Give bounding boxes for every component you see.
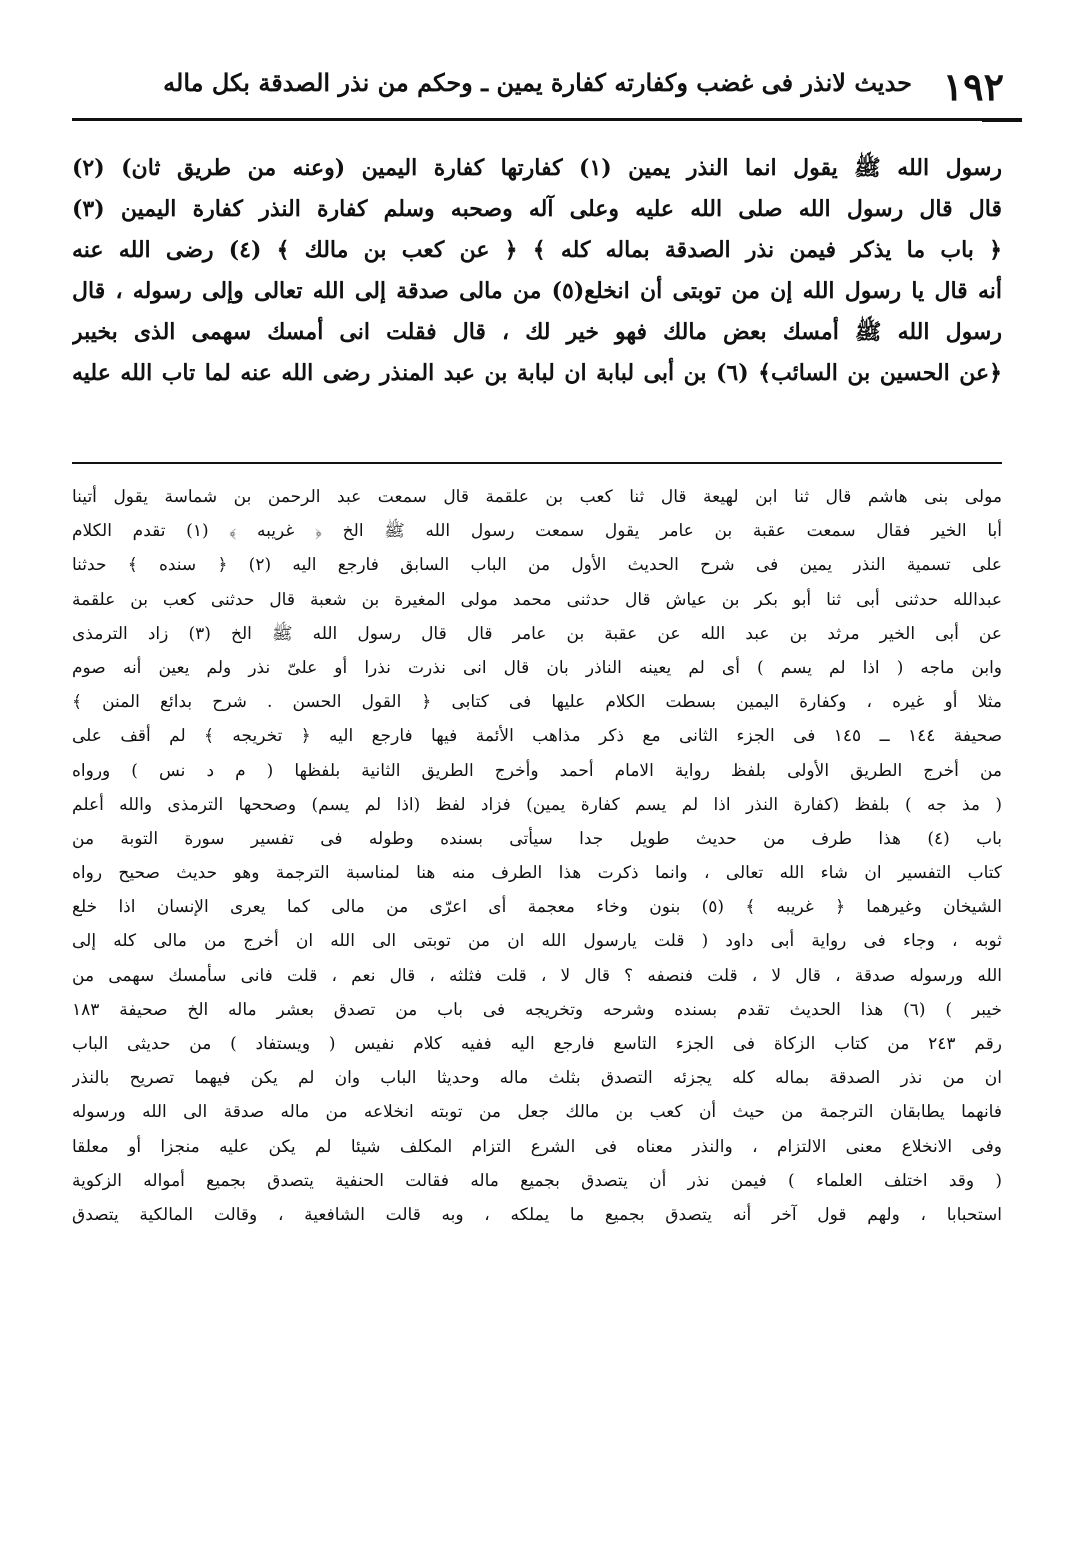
footnote-line: الله ورسوله صدقة ، قال لا ، قلت فنصفه ؟ قال لا ، قلت فثلثه ، قال نعم ، قلت فانى سأمسك سهمى من: [72, 965, 1002, 986]
running-head-title: حديث لانذر فى غضب وكفارته كفارة يمين ـ وحكم من نذر الصدقة بكل ماله: [163, 68, 912, 97]
footnote-line: من أخرج الطريق الأولى بلفظ رواية الامام أحمد وأخرج الطريق الثانية بلفظها ( م د نس ) ورواه: [72, 760, 1002, 781]
footnote-line: عبدالله حدثنى أبى ثنا أبو بكر بن عياش قال حدثنى محمد مولى المغيرة بن شعبة قال حدثنى كعب بن علقمة: [72, 589, 1002, 610]
footnote-line: ثوبه ، وجاء فى رواية أبى داود ( قلت يارسول الله ان من توبتى الى الله ان أخرج من مالى كله إلى: [72, 931, 1002, 952]
footnote-line: ( وقد اختلف العلماء ) فيمن نذر أن يتصدق بجميع ماله فقالت الحنفية يتصدق بجميع أمواله الزكوية: [72, 1170, 1002, 1191]
footnote-line: عن أبى الخير مرثد بن عبد الله عن عقبة بن عامر قال قال رسول الله ﷺ الخ (٣) زاد الترمذى: [72, 623, 1002, 644]
footnote-line: وفى الانخلاع معنى الالتزام ، والنذر معناه فى الشرع التزام المكلف شيئا لم يكن عليه منجزا أو معلقا: [72, 1136, 1002, 1157]
footnote-line: أبا الخير فقال سمعت عقبة بن عامر يقول سمعت رسول الله ﷺ الخ ﴿ غريبه ﴾ (١) تقدم الكلام: [72, 521, 1002, 542]
footnote-line: الشيخان وغيرهما ﴿ غريبه ﴾ (٥) بنون وخاء معجمة أى اعرّى من مالى كما يعرى الإنسان اذا خلع: [72, 897, 1002, 918]
footnote-line: استحبابا ، ولهم قول آخر أنه يتصدق بجميع ما يملكه ، وبه قالت الشافعية ، وقالت المالكية يتصدق: [72, 1204, 1002, 1225]
main-text-block: [72, 148, 1002, 394]
footnotes-block: [72, 480, 1002, 1232]
footnote-line: مولى بنى هاشم قال ثنا ابن لهيعة قال ثنا كعب بن علقمة قال سمعت عبد الرحمن بن شماسة يقول أتينا: [72, 487, 1002, 507]
main-text-line: قال قال رسول الله صلى الله عليه وعلى آله وصحبه وسلم كفارة النذر كفارة اليمين (٣): [72, 196, 1002, 222]
footnote-line: مثلا أو غيره ، وكفارة اليمين بسطت الكلام عليها فى كتابى ﴿ القول الحسن . شرح بدائع المنن ﴾: [72, 692, 1002, 713]
header-rule: [72, 118, 1002, 121]
main-text-line: ﴿عن الحسين بن السائب﴾ (٦) بن أبى لبابة ان لبابة بن عبد المنذر رضى الله عنه لما تاب الله عليه: [72, 360, 1002, 386]
main-text-line: ﴿ باب ما يذكر فيمن نذر الصدقة بماله كله ﴾ ﴿ عن كعب بن مالك ﴾ (٤) رضى الله عنه: [72, 237, 1002, 263]
footnote-line: باب (٤) هذا طرف من حديث طويل جدا سيأتى بسنده وطوله فى تفسير سورة التوبة من: [72, 828, 1002, 849]
footnote-line: صحيفة ١٤٤ ــ ١٤٥ فى الجزء الثانى مع ذكر مذاهب الأئمة فيها فارجع اليه ﴿ تخريجه ﴾ لم أقف على: [72, 726, 1002, 747]
footnote-line: فانهما يطابقان الترجمة من حيث أن كعب بن مالك جعل من توبته انخلاعه من ماله صدقة الى الله ورسوله: [72, 1102, 1002, 1123]
footnote-line: رقم ٢٤٣ من كتاب الزكاة فى الجزء التاسع فارجع اليه ففيه كلام نفيس ( ويستفاد ) من حديثى الباب: [72, 1034, 1002, 1054]
main-text-line: رسول الله ﷺ أمسك بعض مالك فهو خير لك ، قال فقلت انى أمسك سهمى الذى بخيبر: [72, 319, 1002, 345]
footnote-separator: [72, 462, 1002, 464]
page-number: ١٩٢: [942, 64, 1004, 109]
footnote-line: خيبر ) (٦) هذا الحديث تقدم بسنده وشرحه وتخريجه فى باب من تصدق بعشر ماله الخ صحيفة ١٨٣: [72, 999, 1002, 1020]
footnote-line: ان من نذر الصدقة بماله كله يجزئه التصدق بثلث ماله وحديثا الباب وان لم يكن فيهما تصريح بالنذر: [72, 1068, 1002, 1089]
footnote-line: كتاب التفسير ان شاء الله تعالى ، وانما ذكرت هذا الطرف منه هنا لمناسبة الترجمة وهو حديث صحيح رواه: [72, 863, 1002, 884]
main-text-line: رسول الله ﷺ يقول انما النذر يمين (١) كفارتها كفارة اليمين (وعنه من طريق ثان) (٢): [72, 155, 1002, 181]
header-rule-end: [982, 118, 1022, 122]
footnote-line: وابن ماجه ( اذا لم يسم ) أى لم يعينه الناذر بان قال انى نذرت نذرا أو علىّ نذر ولم يعين أنه صوم: [72, 657, 1002, 678]
main-text-line: أنه قال يا رسول الله إن من توبتى أن انخلع(٥) من مالى صدقة إلى الله تعالى وإلى رسوله ، قال: [72, 278, 1002, 304]
footnote-line: على تسمية النذر يمين فى شرح الحديث الأول من الباب السابق فارجع اليه (٢) ﴿ سنده ﴾ حدثنا: [72, 555, 1002, 576]
footnote-line: ( مذ جه ) بلفظ (كفارة النذر اذا لم يسم كفارة يمين) فزاد لفظ (اذا لم يسم) وصححها الترمذى والله أعلم: [72, 794, 1002, 815]
